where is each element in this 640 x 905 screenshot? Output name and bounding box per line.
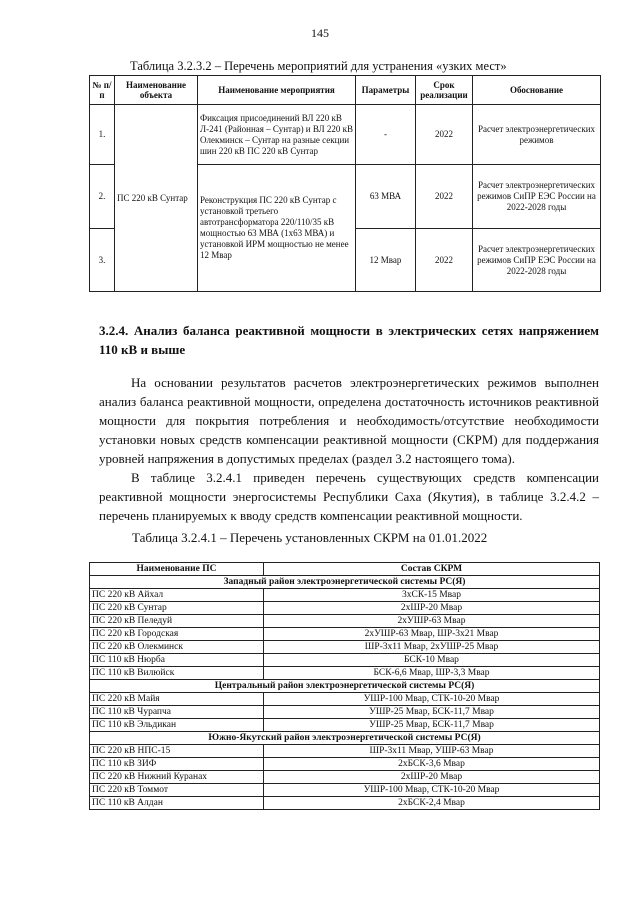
table-header-row <box>90 76 601 105</box>
row-num: 3. <box>90 229 115 292</box>
table-row <box>90 693 600 706</box>
page-number: 145 <box>311 26 329 40</box>
table-row <box>90 758 600 771</box>
substation-name: ПС 220 кВ Майя <box>90 693 264 706</box>
skrm-value: УШР-100 Мвар, СТК-10-20 Мвар <box>264 693 600 706</box>
skrm-value: 3хСК-15 Мвар <box>264 589 600 602</box>
region-title: Южно-Якутский район электроэнергетической системы РС(Я) <box>90 732 600 745</box>
table1-caption: Таблица 3.2.3.2 – Перечень мероприятий для устранения «узких мест» <box>130 59 507 73</box>
table-row <box>90 719 600 732</box>
term-value: 2022 <box>416 165 473 229</box>
table-row <box>90 105 601 165</box>
paragraph: На основании результатов расчетов электроэнергетических режимов выполнен анализ баланса реактивной мощности, определена достаточность источников реактивной мощности для покрытия потребления и необходимость/отсутствие необходимости установки новых средств компенсации реактивной мощности (СКРМ) для поддержания уровней напряжения в допустимых пределах (раздел 3.2 настоящего тома). <box>99 375 599 466</box>
params-value: 63 МВА <box>356 165 416 229</box>
substation-name: ПС 110 кВ ЗИФ <box>90 758 264 771</box>
table-row <box>90 784 600 797</box>
basis-text: Расчет электроэнергетических режимов СиПР ЕЭС России на 2022-2028 годы <box>473 229 601 292</box>
skrm-value: 2хШР-20 Мвар <box>264 602 600 615</box>
skrm-value: 2хБСК-3,6 Мвар <box>264 758 600 771</box>
substation-name: ПС 110 кВ Вилюйск <box>90 667 264 680</box>
col-header-measure: Наименование мероприятия <box>198 76 356 105</box>
table-row <box>90 797 600 810</box>
row-num: 2. <box>90 165 115 229</box>
region-row <box>90 680 600 693</box>
table-header-row <box>90 563 600 576</box>
table-row <box>90 589 600 602</box>
table-row <box>90 667 600 680</box>
col-header-composition: Состав СКРМ <box>264 563 600 576</box>
paragraph: В таблице 3.2.4.1 приведен перечень существующих средств компенсации реактивной мощности энергосистемы Республики Саха (Якутия), в таблице 3.2.4.2 – перечень планируемых к вводу средств компенсации реактивной мощности. <box>99 470 599 523</box>
col-header-term: Срок реализации <box>416 76 473 105</box>
substation-name: ПС 220 кВ Нижний Куранах <box>90 771 264 784</box>
term-value: 2022 <box>416 105 473 165</box>
col-header-num: № п/п <box>90 76 115 105</box>
params-value: 12 Мвар <box>356 229 416 292</box>
substation-name: ПС 110 кВ Чурапча <box>90 706 264 719</box>
table-row <box>90 771 600 784</box>
bottlenecks-table <box>89 75 601 292</box>
table2-caption: Таблица 3.2.4.1 – Перечень установленных СКРМ на 01.01.2022 <box>132 530 488 545</box>
table-row <box>90 628 600 641</box>
params-value: - <box>356 105 416 165</box>
col-header-name: Наименование ПС <box>90 563 264 576</box>
region-title: Западный район электроэнергетической системы РС(Я) <box>90 576 600 589</box>
object-name: ПС 220 кВ Сунтар <box>115 105 198 292</box>
basis-text: Расчет электроэнергетических режимов СиПР ЕЭС России на 2022-2028 годы <box>473 165 601 229</box>
table-row <box>90 641 600 654</box>
substation-name: ПС 220 кВ Пеледуй <box>90 615 264 628</box>
skrm-value: 2хШР-20 Мвар <box>264 771 600 784</box>
substation-name: ПС 220 кВ Сунтар <box>90 602 264 615</box>
substation-name: ПС 110 кВ Нюрба <box>90 654 264 667</box>
table-row <box>90 615 600 628</box>
skrm-value: ШР-3х11 Мвар, 2хУШР-25 Мвар <box>264 641 600 654</box>
measure-text: Реконструкция ПС 220 кВ Сунтар с установкой третьего автотрансформатора 220/110/35 кВ мощностью 63 МВА (1х63 МВА) и установкой ИРМ мощностью не менее 12 Мвар <box>198 165 356 292</box>
substation-name: ПС 220 кВ Олекминск <box>90 641 264 654</box>
skrm-value: УШР-100 Мвар, СТК-10-20 Мвар <box>264 784 600 797</box>
substation-name: ПС 220 кВ НПС-15 <box>90 745 264 758</box>
basis-text: Расчет электроэнергетических режимов <box>473 105 601 165</box>
section-heading: 3.2.4. Анализ баланса реактивной мощности в электрических сетях напряжением 110 кВ и выше <box>99 323 599 357</box>
skrm-value: 2хБСК-2,4 Мвар <box>264 797 600 810</box>
substation-name: ПС 110 кВ Эльдикан <box>90 719 264 732</box>
table-row <box>90 654 600 667</box>
skrm-value: ШР-3х11 Мвар, УШР-63 Мвар <box>264 745 600 758</box>
col-header-params: Параметры <box>356 76 416 105</box>
measure-text: Фиксация присоединений ВЛ 220 кВ Л-241 (Районная – Сунтар) и ВЛ 220 кВ Олекминск – Сунтар на разные секции шин 220 кВ ПС 220 кВ Сунтар <box>198 105 356 165</box>
skrm-value: УШР-25 Мвар, БСК-11,7 Мвар <box>264 706 600 719</box>
row-num: 1. <box>90 105 115 165</box>
substation-name: ПС 220 кВ Томмот <box>90 784 264 797</box>
skrm-table <box>89 562 600 810</box>
substation-name: ПС 110 кВ Алдан <box>90 797 264 810</box>
skrm-value: 2хУШР-63 Мвар, ШР-3х21 Мвар <box>264 628 600 641</box>
table-row <box>90 745 600 758</box>
col-header-object: Наименование объекта <box>115 76 198 105</box>
substation-name: ПС 220 кВ Городская <box>90 628 264 641</box>
table-row <box>90 602 600 615</box>
substation-name: ПС 220 кВ Айхал <box>90 589 264 602</box>
skrm-value: БСК-6,6 Мвар, ШР-3,3 Мвар <box>264 667 600 680</box>
region-row <box>90 732 600 745</box>
col-header-basis: Обоснование <box>473 76 601 105</box>
skrm-value: 2хУШР-63 Мвар <box>264 615 600 628</box>
table-row <box>90 706 600 719</box>
skrm-value: БСК-10 Мвар <box>264 654 600 667</box>
region-title: Центральный район электроэнергетической системы РС(Я) <box>90 680 600 693</box>
skrm-value: УШР-25 Мвар, БСК-11,7 Мвар <box>264 719 600 732</box>
region-row <box>90 576 600 589</box>
term-value: 2022 <box>416 229 473 292</box>
